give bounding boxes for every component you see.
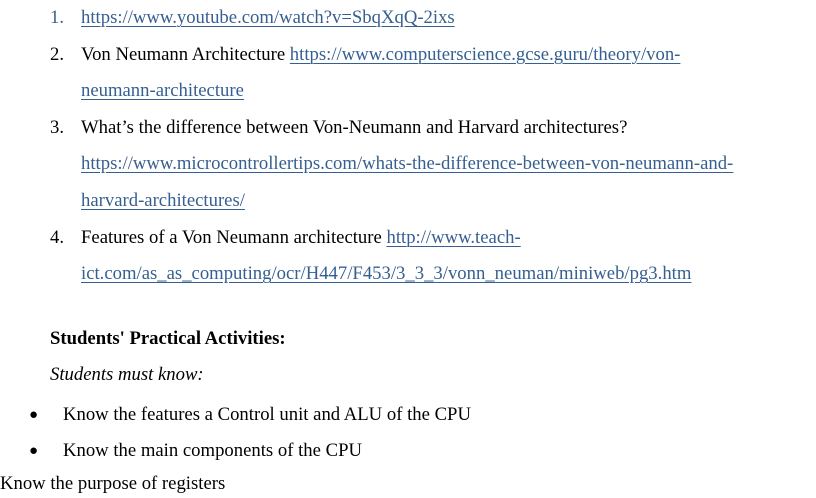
reference-item-2 xyxy=(0,37,816,110)
reference-link-line: ict.com/as_as_computing/ocr/H447/F453/3_3_3/vonn_neuman/miniweb/pg3.htm xyxy=(81,263,692,285)
reference-item-1 xyxy=(0,0,816,37)
reference-item-3 xyxy=(0,110,816,220)
reference-link-line: http://www.teach- xyxy=(386,226,521,248)
reference-text: What’s the difference between Von-Neumann and Harvard architectures? xyxy=(81,116,628,138)
reference-number: 4. xyxy=(50,226,65,248)
bullet-icon: ● xyxy=(29,443,39,459)
reference-item-4 xyxy=(0,220,816,293)
reference-link-line: neumann-architecture xyxy=(81,80,244,102)
reference-number: 2. xyxy=(50,43,65,65)
bullet-icon: ● xyxy=(29,407,39,423)
students-must-know-subheading: Students must know: xyxy=(50,364,204,385)
reference-text: Von Neumann Architecture xyxy=(81,43,290,65)
purpose-of-registers-line: Know the purpose of registers xyxy=(0,473,226,494)
reference-link-youtube[interactable]: https://www.youtube.com/watch?v=SbqXqQ-2ixs xyxy=(81,7,455,28)
reference-number: 3. xyxy=(50,116,65,138)
reference-link-line: https://www.computerscience.gcse.guru/theory/von- xyxy=(289,43,681,65)
reference-link-microcontrollertips[interactable] xyxy=(81,153,733,211)
bullet-item xyxy=(0,433,816,469)
reference-text: Features of a Von Neumann architecture xyxy=(81,226,387,248)
bullet-text: Know the main components of the CPU xyxy=(63,440,362,461)
reference-link-line: https://www.microcontrollertips.com/whats-the-difference-between-von-neumann-and- xyxy=(81,153,734,175)
reference-link-line: harvard-architectures/ xyxy=(81,189,245,211)
bullet-list xyxy=(0,397,816,469)
practical-activities-heading: Students' Practical Activities: xyxy=(50,328,286,349)
reference-number: 1. xyxy=(50,7,65,28)
bullet-item xyxy=(0,397,816,433)
bullet-text: Know the features a Control unit and ALU of the CPU xyxy=(63,404,471,425)
